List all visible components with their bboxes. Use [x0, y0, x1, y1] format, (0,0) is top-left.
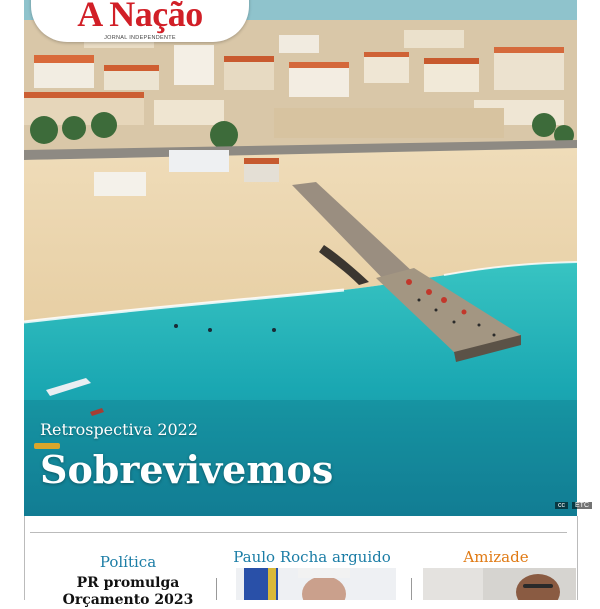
paulo-rocha-photo[interactable]: [236, 568, 396, 600]
column-separator: [216, 578, 217, 600]
politica-headline[interactable]: PR promulga Orçamento 2023: [62, 575, 194, 608]
masthead-logo[interactable]: [31, 0, 249, 42]
section-title-amizade[interactable]: Amizade: [463, 548, 529, 566]
amizade-photo[interactable]: [423, 568, 576, 600]
column-separator: [411, 578, 412, 600]
section-title-politica[interactable]: Política: [99, 553, 157, 571]
photo-credit: ETC: [572, 502, 592, 509]
photo-license-badge: cc: [555, 502, 568, 509]
masthead-title: A Nação: [77, 0, 203, 34]
cover-kicker: Retrospectiva 2022: [40, 420, 199, 439]
masthead-subtitle: JORNAL INDEPENDENTE: [104, 35, 176, 41]
divider-rule: [30, 532, 567, 533]
section-title-paulo-rocha[interactable]: Paulo Rocha arguido: [233, 548, 391, 566]
cover-headline[interactable]: Sobrevivemos: [40, 447, 334, 492]
